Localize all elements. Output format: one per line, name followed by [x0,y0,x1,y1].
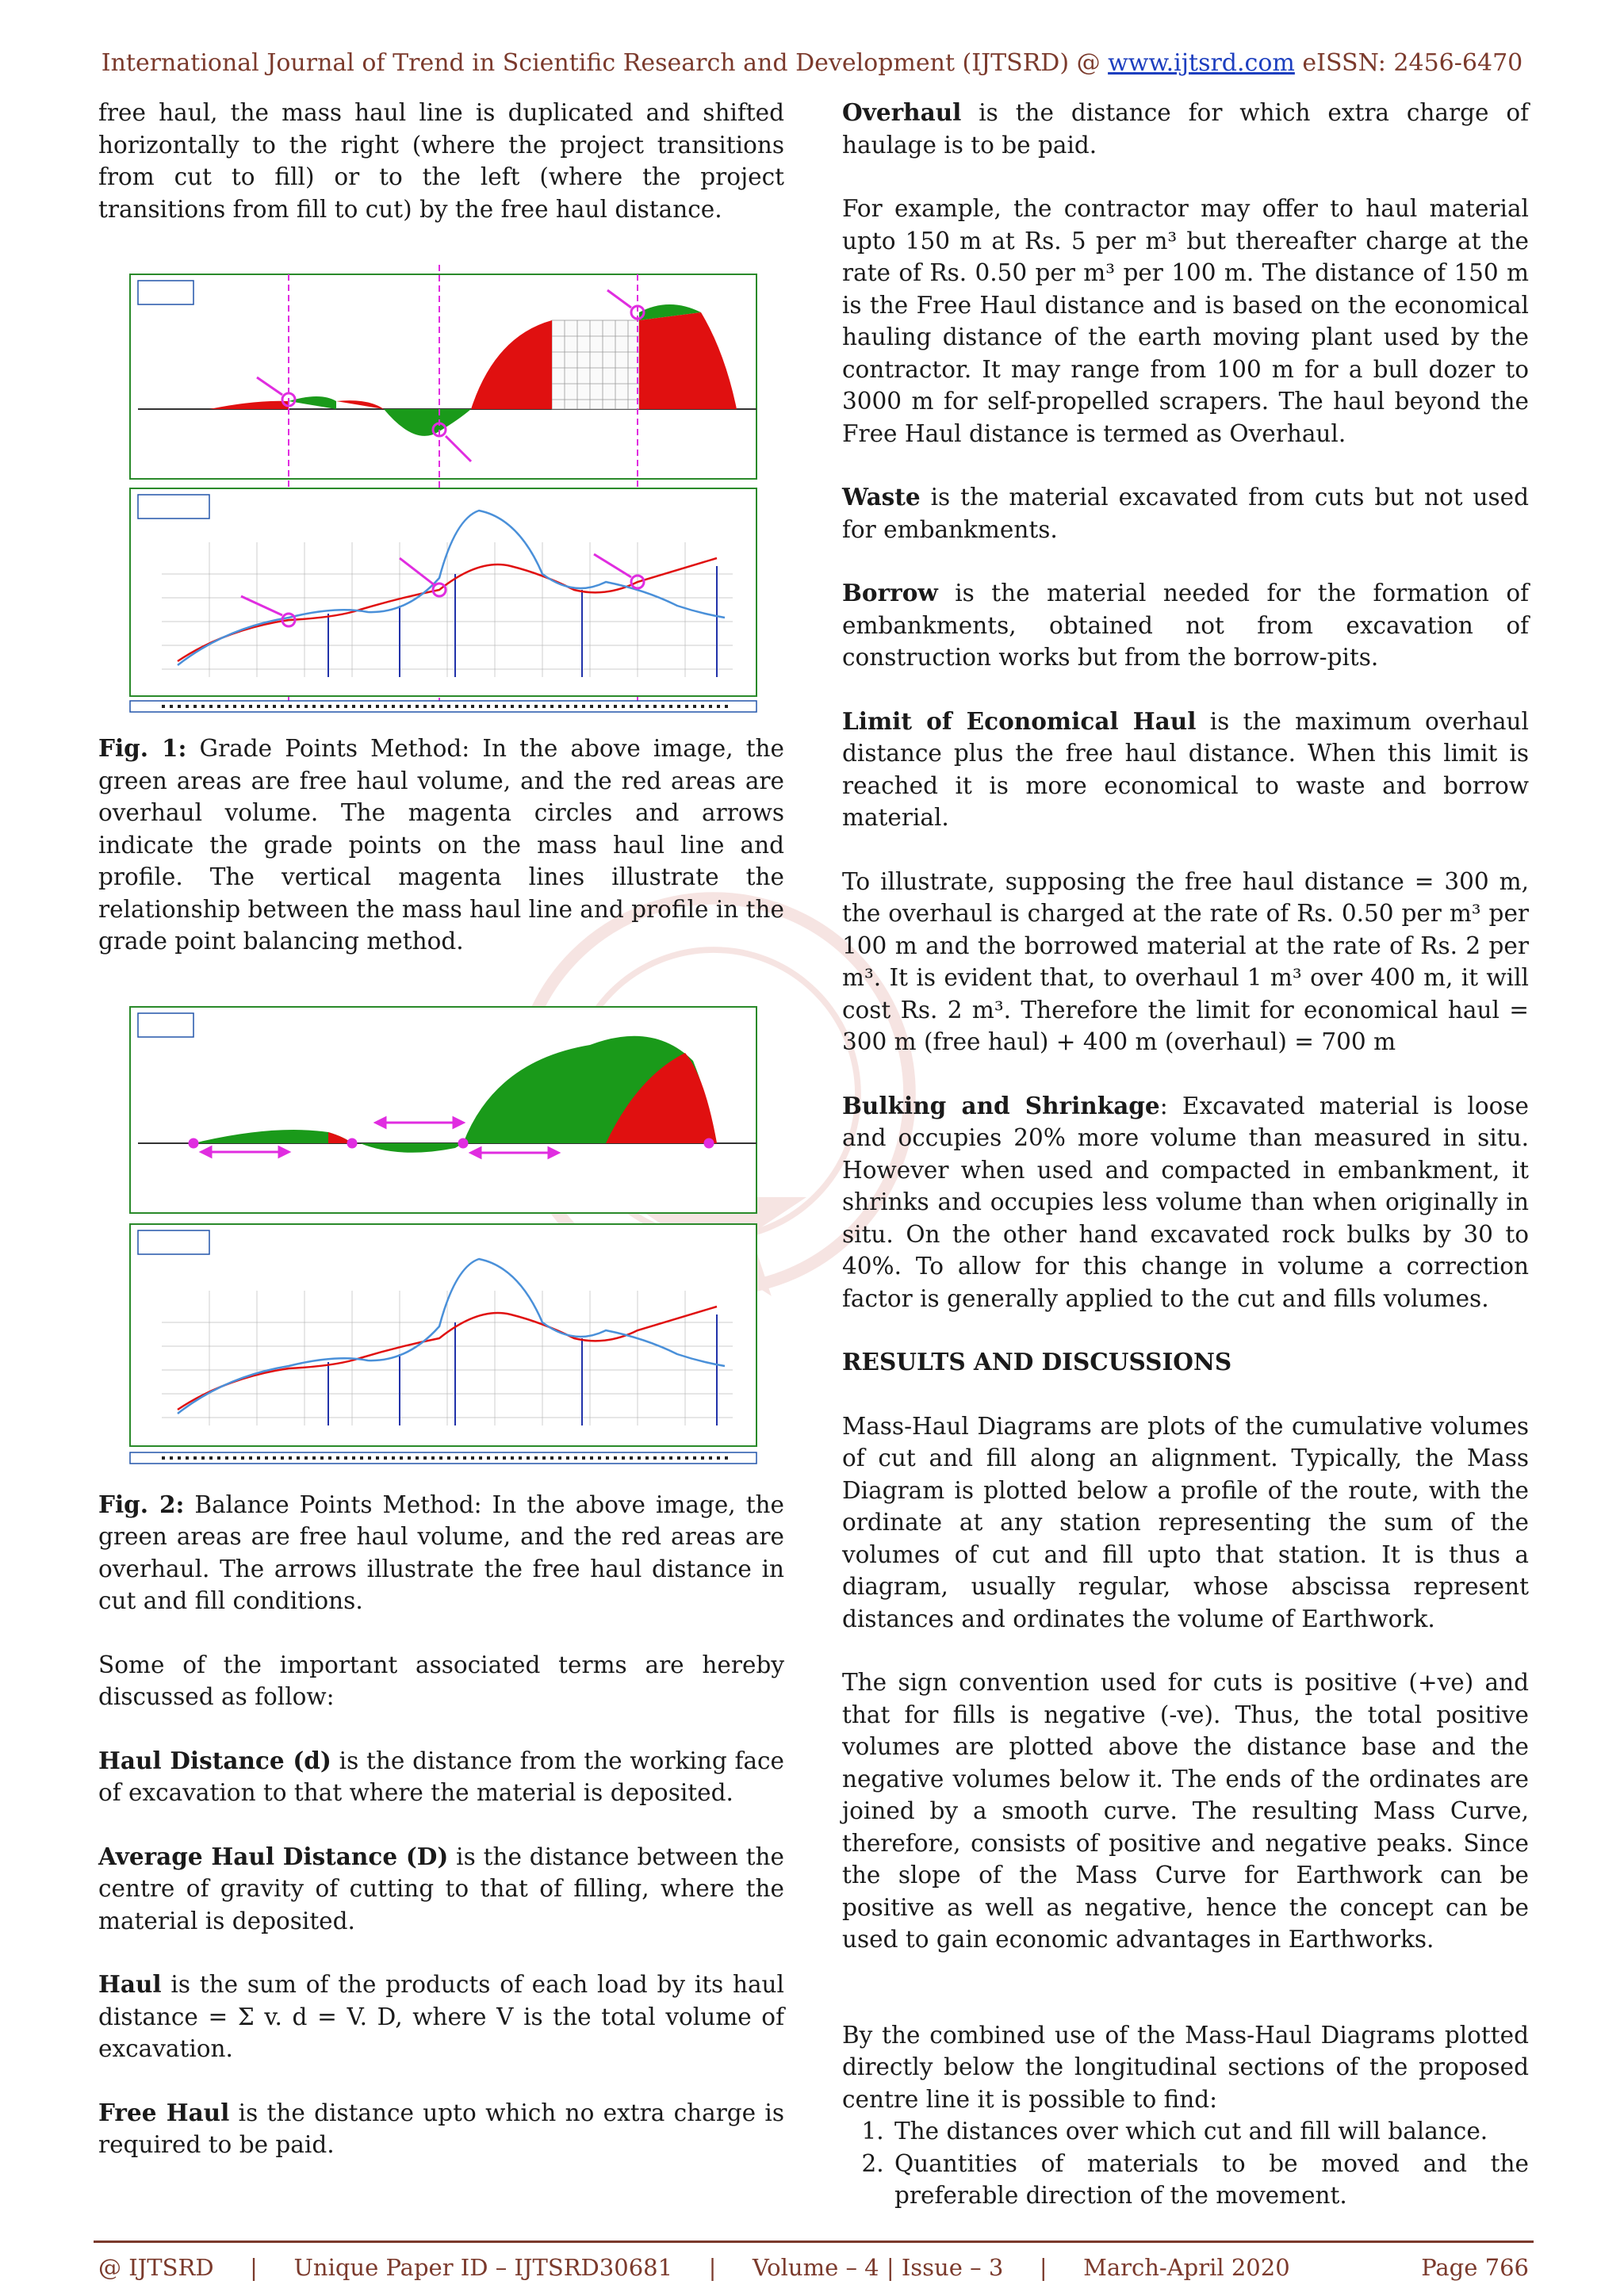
bulking-definition [842,1090,1529,1315]
results-paragraph-3: By the combined use of the Mass-Haul Diagrams plotted directly below the longitudinal sections of the proposed centre line it is possible to find: [842,2021,1529,2113]
average-haul-definition [98,1841,784,1938]
findings-list [842,2115,1529,2212]
average-haul-text: is the distance between the centre of gravity of cutting to that of filling, where the material is deposited. [98,1843,784,1934]
borrow-definition [842,577,1529,674]
free-haul-text: is the distance upto which no extra charge is required to be paid. [98,2099,785,2158]
borrow-text: is the material needed for the formation of embankments, obtained not from excavation of construction works but from the borrow-pits. [842,580,1529,671]
page-footer [98,2254,1529,2281]
footer-page: Page 766 [1421,2254,1529,2281]
running-header [0,49,1624,77]
haul-term: Haul [98,1970,162,1998]
results-paragraph-2: The sign convention used for cuts is positive (+ve) and that for fills is negative (-ve). Thus, the total positive volumes are plotted above the distance base and the negative volumes below it. The ends of the ordinates are joined by a smooth curve. The resulting Mass Curve, therefore, consists of positive and negative peaks. Since the slope of the Mass Curve for Earthwork can be positive as well as negative, hence the concept can be used to gain economic advantages in Earthworks. [842,1669,1529,1953]
list-item: 1. The distances over which cut and fill will balance. [891,2115,1529,2148]
free-haul-term: Free Haul [98,2098,230,2126]
journal-name: International Journal of Trend in Scientific Research and Development (IJTSRD) @ [101,49,1109,77]
overhaul-text: is the distance for which extra charge of haulage is to be paid. [842,99,1529,159]
limit-text: is the maximum overhaul distance plus the free haul distance. When this limit is reached it is more economical to waste and borrow material. [842,707,1529,831]
right-column [842,97,1529,2212]
borrow-term: Borrow [842,579,938,607]
figure-2-caption [98,1489,784,1617]
overhaul-term: Overhaul [842,98,962,126]
results-heading: RESULTS AND DISCUSSIONS [842,1348,1232,1376]
footer-divider [94,2241,1534,2243]
footer-date: March-April 2020 [1083,2254,1290,2281]
footer-journal: @ IJTSRD [98,2254,214,2281]
free-haul-definition [98,2097,784,2161]
footer-paper-id: Unique Paper ID – IJTSRD30681 [293,2254,673,2281]
haul-definition [98,1969,784,2065]
average-haul-term: Average Haul Distance (D) [98,1842,449,1870]
waste-definition [842,481,1529,545]
terms-intro: Some of the important associated terms are hereby discussed as follow: [98,1651,784,1710]
haul-distance-term: Haul Distance (d) [98,1746,331,1774]
haul-distance-text: is the distance from the working face of excavation to that where the material is deposited. [98,1747,785,1806]
figure-1-label: Fig. 1: [98,734,187,762]
footer-separator: | [708,2254,717,2281]
left-column [98,97,784,2193]
bulking-text: : Excavated material is loose and occupies 20% more volume than measured in situ. However when used and compacted in embankment, it shrinks and occupies less volume than when originally in situ. On the other hand excavated rock bulks by 30 to 40%. To allow for this change in volume a correction factor is generally applied to the cut and fills volumes. [842,1092,1529,1312]
example-paragraph: For example, the contractor may offer to haul material upto 150 m at Rs. 5 per m³ but thereafter charge at the rate of Rs. 0.50 per m³ per 100 m. The distance of 150 m is the Free Haul distance and is based on the economical hauling distance of the earth moving plant used by the contractor. It may range from 100 m for a bull dozer to 3000 m for self-propelled scrapers. The haul beyond the Free Haul distance is termed as Overhaul. [842,195,1529,447]
illustrate-paragraph: To illustrate, supposing the free haul distance = 300 m, the overhaul is charged at the rate of Rs. 0.50 per m³ per 100 m and the borrowed material at the rate of Rs. 2 per m³. It is evident that, to overhaul 1 m³ over 400 m, it will cost Rs. 2 m³. Therefore the limit for economical haul = 300 m (free haul) + 400 m (overhaul) = 700 m [842,867,1529,1055]
footer-separator: | [250,2254,258,2281]
haul-text: is the sum of the products of each load by its haul distance = Σ v. d = V. D, where V is the total volume of excavation. [98,1971,784,2062]
figure-2 [98,989,784,1473]
figure-2-label: Fig. 2: [98,1490,185,1518]
limit-term: Limit of Economical Haul [842,706,1197,735]
figure-1-caption [98,733,784,958]
waste-text: is the material excavated from cuts but not used for embankments. [842,484,1529,543]
overhaul-definition [842,97,1529,161]
haul-distance-definition [98,1745,784,1809]
intro-paragraph: free haul, the mass haul line is duplicated and shifted horizontally to the right (where the project transitions from cut to fill) or to the left (where the project transitions from fill to cut) by the free haul distance. [98,99,784,223]
footer-separator: | [1039,2254,1048,2281]
figure-1 [98,257,784,717]
list-item: 2. Quantities of materials to be moved and the preferable direction of the movement. [891,2148,1529,2212]
results-paragraph-1: Mass-Haul Diagrams are plots of the cumulative volumes of cut and fill along an alignment. Typically, the Mass Diagram is plotted below a profile of the route, with the ordinate at any station representing the sum of the volumes of cut and fill upto that station. It is thus a diagram, usually regular, whose abscissa represent distances and ordinates the volume of Earthwork. [842,1412,1529,1632]
waste-term: Waste [842,483,921,511]
limit-definition [842,706,1529,834]
footer-volume: Volume – 4 | Issue – 3 [752,2254,1004,2281]
figure-2-image [98,989,784,1473]
figure-2-caption-text: Balance Points Method: In the above image, the green areas are free haul volume, and the red areas are overhaul. The arrows illustrate the free haul distance in cut and fill conditions. [98,1490,785,1614]
figure-1-caption-text: Grade Points Method: In the above image, the green areas are free haul volume, and the red areas are overhaul volume. The magenta circles and arrows indicate the grade points on the mass haul line and profile. The vertical magenta lines illustrate the relationship between the mass haul line and profile in the grade point balancing method. [98,735,785,955]
issn: eISSN: 2456-6470 [1294,49,1523,77]
bulking-term: Bulking and Shrinkage [842,1091,1160,1119]
figure-1-image [98,257,784,717]
journal-url-link[interactable]: www.ijtsrd.com [1108,49,1295,77]
